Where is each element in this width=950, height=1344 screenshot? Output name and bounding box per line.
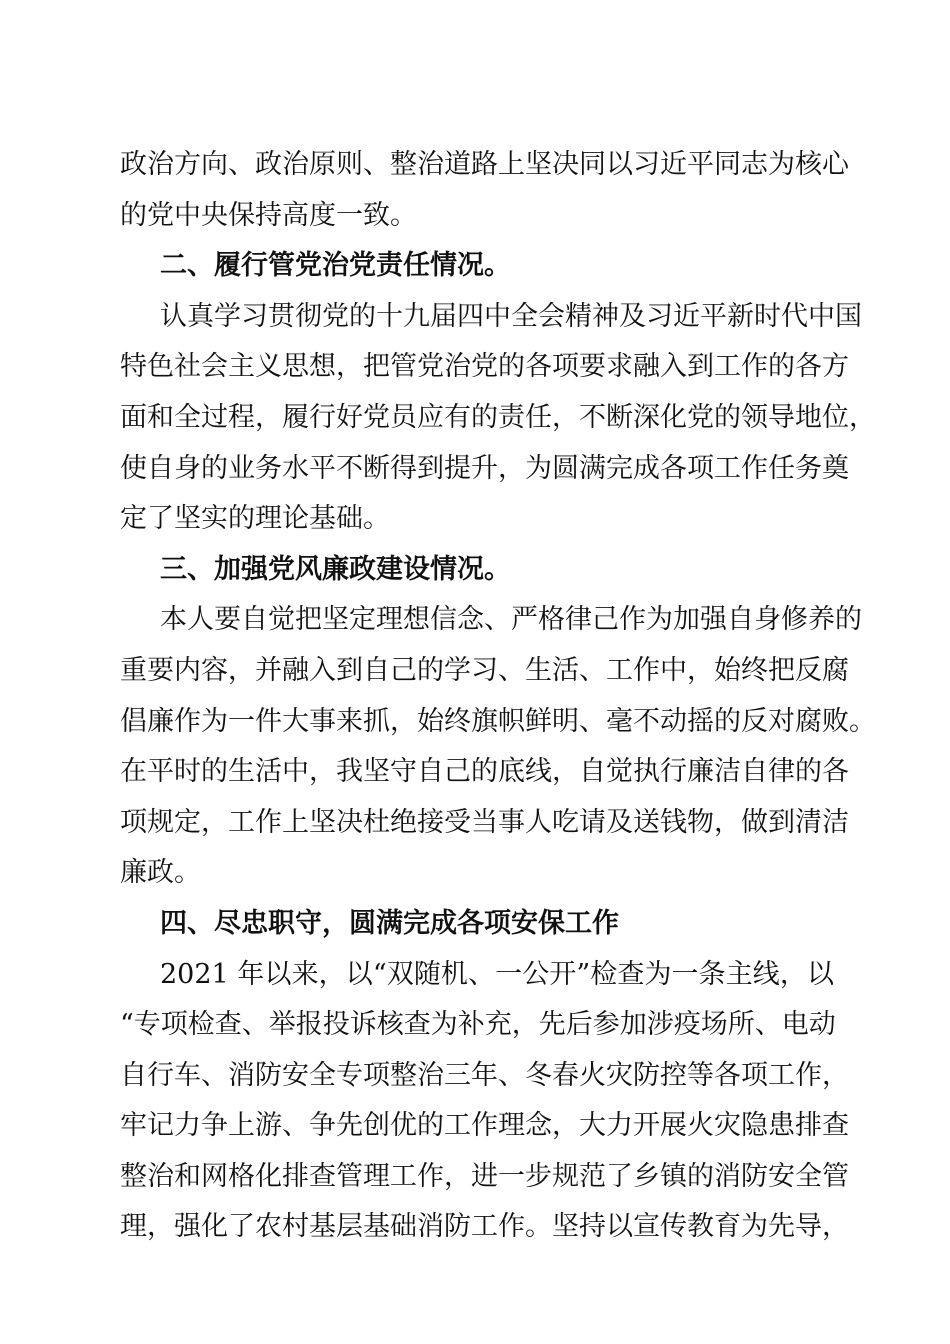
paragraph-line: 面和全过程，履行好党员应有的责任，不断深化党的领导地位， [120,401,876,433]
paragraph-line: 理，强化了农村基层基础消防工作。坚持以宣传教育为先导， [120,1211,849,1243]
paragraph-line: 定了坚实的理论基础。 [120,503,390,535]
paragraph-line: 特色社会主义思想，把管党治党的各项要求融入到工作的各方 [120,351,849,383]
section-heading: 三、加强党风廉政建设情况。 [160,553,511,585]
paragraph-line: 倡廉作为一件大事来抓，始终旗帜鲜明、毫不动摇的反对腐败。 [120,705,876,737]
paragraph-line: 整治和网格化排查管理工作，进一步规范了乡镇的消防安全管 [120,1160,849,1192]
paragraph-line: 自行车、消防安全专项整治三年、冬春火灾防控等各项工作， [120,1059,849,1091]
paragraph-line: 重要内容，并融入到自己的学习、生活、工作中，始终把反腐 [120,654,849,686]
paragraph-line: 政治方向、政治原则、整治道路上坚决同以习近平同志为核心 [120,149,849,180]
paragraph-line: 使自身的业务水平不断得到提升，为圆满完成各项工作任务奠 [120,452,849,484]
paragraph-line: 牢记力争上游、争先创优的工作理念，大力开展火灾隐患排查 [120,1110,849,1142]
paragraph-line: “专项检查、举报投诉核查为补充，先后参加涉疫场所、电动 [120,1009,836,1041]
section-heading: 二、履行管党治党责任情况。 [160,250,511,282]
paragraph-line: 廉政。 [120,857,201,889]
paragraph-line: 项规定，工作上坚决杜绝接受当事人吃请及送钱物，做到清洁 [120,806,849,838]
paragraph-line: 本人要自觉把坚定理想信念、严格律己作为加强自身修养的 [160,604,862,636]
paragraph-line: 2021 年以来，以“双随机、一公开”检查为一条主线，以 [160,958,834,990]
section-heading: 四、尽忠职守，圆满完成各项安保工作 [160,907,619,939]
document-body [120,140,876,1253]
paragraph-line: 在平时的生活中，我坚守自己的底线，自觉执行廉洁自律的各 [120,756,849,788]
paragraph-line: 认真学习贯彻党的十九届四中全会精神及习近平新时代中国 [160,300,862,332]
paragraph-line: 的党中央保持高度一致。 [120,199,417,231]
